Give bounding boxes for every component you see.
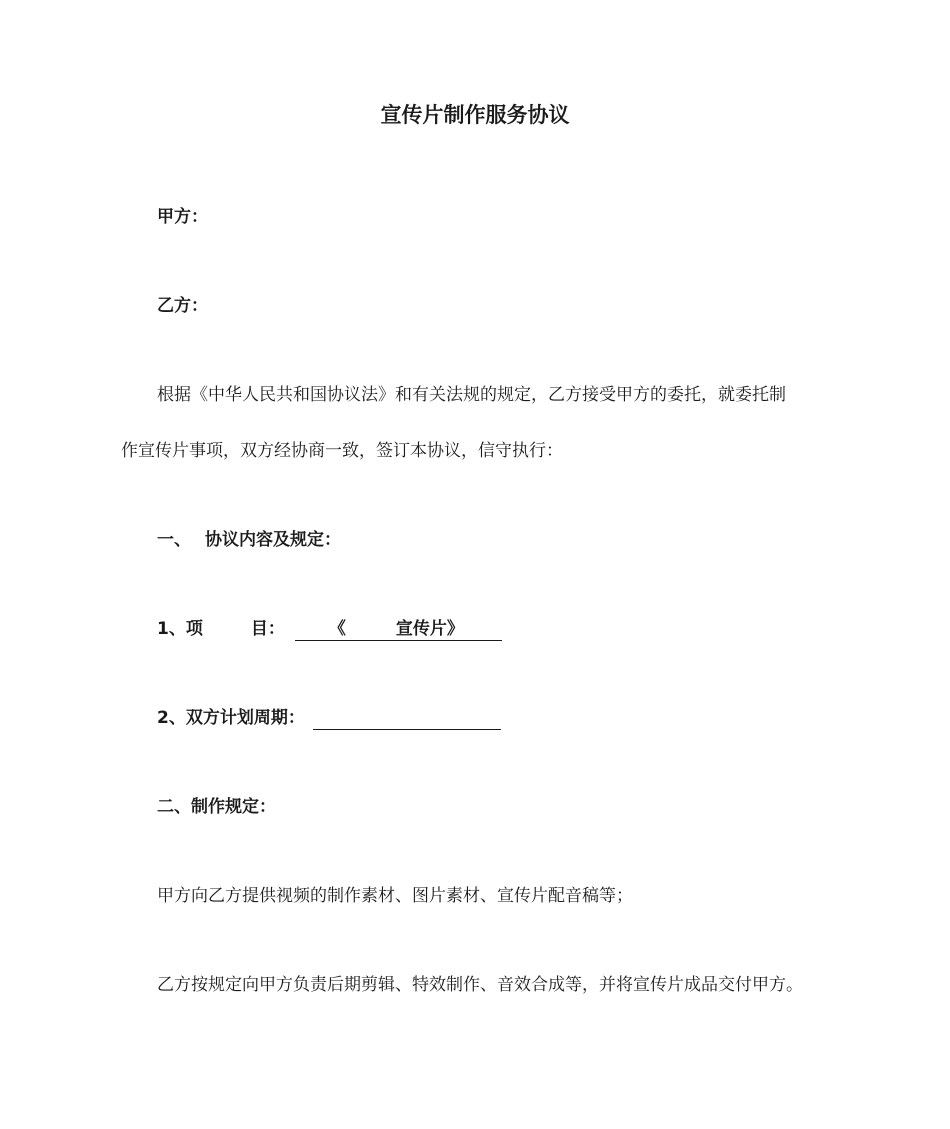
item-1-project: [157, 617, 502, 641]
party-b-label: 乙方：: [157, 296, 208, 316]
section-1-heading: [157, 528, 341, 552]
item-2-schedule: [157, 706, 501, 730]
document-title: 宣传片制作服务协议: [380, 103, 570, 127]
intro-paragraph-line-2: 作宣传片事项，双方经协商一致，签订本协议，信守执行：: [121, 441, 563, 461]
intro-paragraph-line-1: 根据《中华人民共和国协议法》和有关法规的规定，乙方接受甲方的委托，就委托制: [157, 385, 786, 405]
item-1-value-close: 宣传片》: [395, 619, 464, 639]
item-1-label-b: 目：: [250, 619, 285, 639]
section-1-title: 协议内容及规定：: [205, 530, 341, 550]
item-2-schedule-field: [313, 707, 501, 730]
item-1-label-a: 1、项: [157, 619, 203, 639]
item-1-value-open: 《: [328, 619, 346, 639]
item-1-project-field: [295, 618, 502, 641]
paragraph-party-b-duties: 乙方按规定向甲方负责后期剪辑、特效制作、音效合成等，并将宣传片成品交付甲方。: [157, 975, 803, 995]
section-2-heading: 二、制作规定：: [157, 797, 276, 817]
paragraph-party-a-materials: 甲方向乙方提供视频的制作素材、图片素材、宣传片配音稿等；: [157, 886, 633, 906]
section-1-number: 一、: [157, 530, 191, 550]
party-a-label: 甲方：: [157, 207, 208, 227]
item-2-label: 2、双方计划周期：: [157, 708, 305, 728]
